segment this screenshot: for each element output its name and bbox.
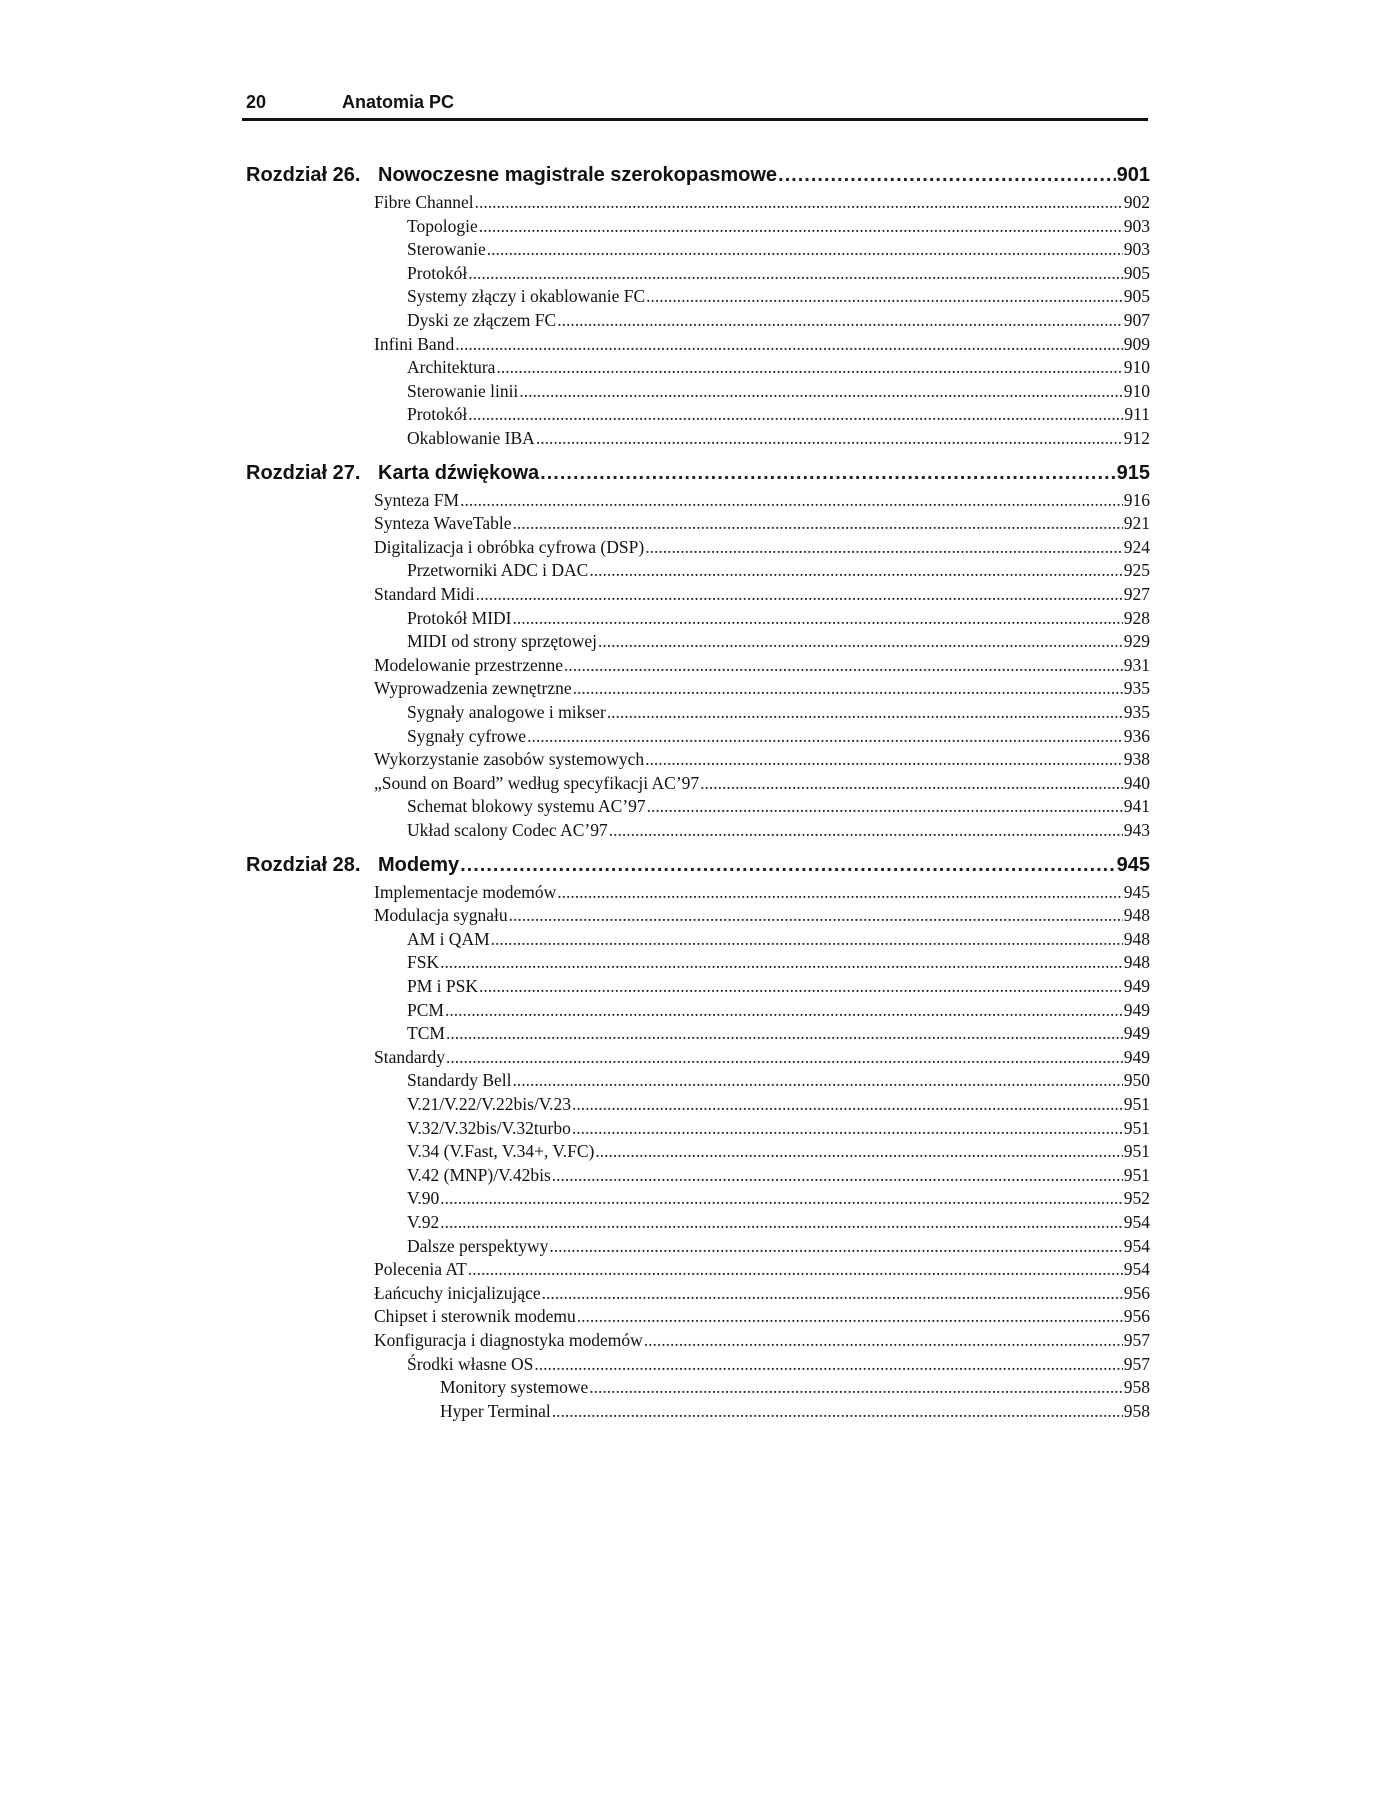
- page-ref: 915: [1116, 461, 1150, 484]
- page-ref: 951: [1123, 1164, 1150, 1185]
- entry-title: Synteza WaveTable: [374, 513, 512, 534]
- page-ref: 938: [1123, 749, 1150, 770]
- entry-title: Topologie: [407, 215, 478, 236]
- page-ref: 916: [1123, 489, 1150, 510]
- entry-title: Protokół: [407, 262, 468, 283]
- page-ref: 949: [1123, 1023, 1150, 1044]
- page-ref: 958: [1123, 1400, 1150, 1421]
- entry-title: Dyski ze złączem FC: [407, 310, 557, 330]
- toc-entry: [374, 1306, 1150, 1327]
- page-ref: 936: [1123, 725, 1150, 746]
- toc-entry: [407, 1354, 1150, 1375]
- page-ref: 935: [1123, 702, 1150, 722]
- toc-entry: [407, 357, 1150, 378]
- dot-leader: [455, 334, 1123, 355]
- dot-leader: [491, 929, 1123, 950]
- page-ref: 956: [1123, 1282, 1150, 1303]
- toc-entry: [407, 820, 1150, 841]
- dot-leader: [700, 773, 1123, 794]
- entry-title: Systemy złączy i okablowanie FC: [407, 286, 646, 307]
- page-ref: 903: [1123, 239, 1150, 260]
- toc-entry: [407, 631, 1150, 652]
- toc-entry: [407, 560, 1150, 581]
- dot-leader: [468, 404, 1123, 425]
- entry-title: Protokół MIDI: [407, 607, 512, 628]
- page-ref: 902: [1123, 192, 1150, 212]
- entry-title: V.34 (V.Fast, V.34+, V.FC): [407, 1141, 595, 1162]
- entry-title: Konfiguracja i diagnostyka modemów: [374, 1330, 643, 1350]
- page-ref: 921: [1123, 513, 1150, 534]
- page-ref: 950: [1123, 1070, 1150, 1091]
- entry-title: MIDI od strony sprzętowej: [407, 631, 598, 652]
- page-ref: 954: [1123, 1212, 1150, 1232]
- page-ref: 956: [1123, 1306, 1150, 1327]
- entry-title: Łańcuchy inicjalizujące: [374, 1282, 541, 1303]
- toc-entry: [374, 1330, 1150, 1351]
- dot-leader: [536, 428, 1123, 449]
- page-ref: 924: [1123, 536, 1150, 557]
- dot-leader: [468, 1259, 1123, 1280]
- toc-entry: [407, 428, 1150, 449]
- entry-title: Standardy Bell: [407, 1070, 512, 1091]
- dot-leader: [573, 678, 1123, 699]
- dot-leader: [572, 1118, 1123, 1139]
- entry-title: Protokół: [407, 404, 468, 425]
- toc-entry: [407, 1141, 1150, 1162]
- page-ref: 954: [1123, 1235, 1150, 1256]
- dot-leader: [572, 1094, 1123, 1115]
- entry-title: Modulacja sygnału: [374, 905, 508, 926]
- page-ref: 940: [1123, 772, 1150, 793]
- running-title: Anatomia PC: [342, 92, 455, 112]
- toc-entry: [407, 286, 1150, 307]
- page-ref: 905: [1123, 286, 1150, 307]
- page-ref: 941: [1123, 796, 1150, 817]
- page-ref: 903: [1123, 215, 1150, 236]
- entry-title: Sygnały analogowe i mikser: [407, 702, 606, 722]
- entry-title: Hyper Terminal: [440, 1400, 551, 1421]
- dot-leader: [577, 1306, 1123, 1327]
- page-ref: 945: [1123, 881, 1150, 902]
- dot-leader: [468, 263, 1122, 284]
- dot-leader: [440, 1188, 1122, 1209]
- dot-leader: [589, 560, 1122, 581]
- toc-entry: [374, 537, 1150, 558]
- toc-chapter: [246, 854, 1150, 877]
- toc-entry: [407, 1188, 1150, 1209]
- dot-leader: [646, 286, 1123, 307]
- chapter-number: Rozdział 27.: [246, 461, 361, 484]
- page-ref: 929: [1123, 631, 1150, 652]
- entry-title: FSK: [407, 952, 440, 973]
- page-ref: 952: [1123, 1188, 1150, 1209]
- entry-title: Schemat blokowy systemu AC’97: [407, 796, 646, 817]
- page-ref: 943: [1123, 820, 1150, 840]
- page-ref: 948: [1123, 928, 1150, 949]
- dot-leader: [440, 952, 1123, 973]
- entry-title: Fibre Channel: [374, 192, 474, 212]
- page-ref: 957: [1123, 1353, 1150, 1374]
- entry-title: V.92: [407, 1212, 440, 1232]
- entry-title: Wyprowadzenia zewnętrzne: [374, 678, 572, 699]
- toc-entry: [407, 1023, 1150, 1044]
- dot-leader: [607, 702, 1123, 723]
- dot-leader: [476, 584, 1123, 605]
- toc-entry: [407, 726, 1150, 747]
- toc-entry: [407, 1094, 1150, 1115]
- toc-entry: [407, 263, 1150, 284]
- chapter-title: Nowoczesne magistrale szerokopasmowe: [378, 164, 778, 186]
- dot-leader: [460, 854, 1116, 877]
- entry-title: Synteza FM: [374, 489, 460, 510]
- entry-title: V.90: [407, 1188, 440, 1209]
- page-ref: 949: [1123, 1046, 1150, 1067]
- chapter-title: Karta dźwiękowa: [378, 461, 540, 484]
- toc-entry: [374, 905, 1150, 926]
- page-ref: 911: [1124, 404, 1150, 425]
- dot-leader: [534, 1354, 1122, 1375]
- toc-entry: [440, 1401, 1150, 1422]
- toc-entry: [407, 952, 1150, 973]
- dot-leader: [475, 192, 1123, 213]
- page-ref: 912: [1123, 428, 1150, 448]
- entry-title: Monitory systemowe: [440, 1377, 589, 1398]
- toc-entry: [407, 1212, 1150, 1233]
- page-ref: 910: [1123, 380, 1150, 401]
- page-ref: 949: [1123, 999, 1150, 1020]
- dot-leader: [496, 357, 1122, 378]
- entry-title: Chipset i sterownik modemu: [374, 1306, 576, 1327]
- entry-title: Implementacje modemów: [374, 881, 557, 902]
- page-number: 20: [246, 92, 267, 112]
- dot-leader: [460, 490, 1123, 511]
- dot-leader: [549, 1236, 1122, 1257]
- dot-leader: [509, 905, 1123, 926]
- entry-title: PCM: [407, 999, 444, 1020]
- chapter-number: Rozdział 26.: [246, 164, 361, 186]
- toc-entry: [374, 1047, 1150, 1068]
- page-ref: 948: [1123, 952, 1150, 973]
- toc-entry: [407, 216, 1150, 237]
- page-ref: 925: [1123, 560, 1150, 581]
- toc-chapter: [246, 462, 1150, 485]
- entry-title: Sygnały cyfrowe: [407, 725, 527, 746]
- dot-leader: [645, 537, 1123, 558]
- dot-leader: [487, 239, 1123, 260]
- dot-leader: [479, 216, 1123, 237]
- dot-leader: [645, 749, 1123, 770]
- dot-leader: [609, 820, 1123, 841]
- chapter-title: Modemy: [378, 853, 460, 876]
- dot-leader: [513, 608, 1123, 629]
- dot-leader: [519, 381, 1122, 402]
- dot-leader: [598, 631, 1123, 652]
- dot-leader: [445, 1000, 1123, 1021]
- entry-title: Wykorzystanie zasobów systemowych: [374, 749, 645, 770]
- dot-leader: [557, 882, 1123, 903]
- entry-title: Modelowanie przestrzenne: [374, 654, 564, 675]
- page-ref: 905: [1123, 262, 1150, 283]
- entry-title: Standardy: [374, 1046, 445, 1067]
- toc-entry: [407, 1070, 1150, 1091]
- entry-title: Digitalizacja i obróbka cyfrowa (DSP): [374, 536, 645, 557]
- dot-leader: [479, 976, 1123, 997]
- page-ref: 909: [1123, 333, 1150, 354]
- entry-title: Polecenia AT: [374, 1259, 467, 1280]
- page-ref: 928: [1123, 607, 1150, 628]
- dot-leader: [542, 1283, 1123, 1304]
- entry-title: Układ scalony Codec AC’97: [407, 820, 608, 840]
- toc-entry: [374, 655, 1150, 676]
- toc-entry: [374, 749, 1150, 770]
- entry-title: Okablowanie IBA: [407, 428, 535, 448]
- page-ref: 951: [1123, 1094, 1150, 1114]
- toc-entry: [407, 1118, 1150, 1139]
- toc-entry: [374, 1259, 1150, 1280]
- page-ref: 958: [1123, 1377, 1150, 1398]
- entry-title: AM i QAM: [407, 928, 490, 949]
- entry-title: Standard Midi: [374, 584, 475, 604]
- toc-entry: [407, 702, 1150, 723]
- dot-leader: [557, 310, 1123, 331]
- dot-leader: [446, 1047, 1123, 1068]
- page-ref: 951: [1123, 1117, 1150, 1138]
- entry-title: V.21/V.22/V.22bis/V.23: [407, 1094, 572, 1114]
- entry-title: V.32/V.32bis/V.32turbo: [407, 1117, 571, 1138]
- toc-entry: [374, 334, 1150, 355]
- entry-title: „Sound on Board” według specyfikacji AC’97: [374, 772, 700, 793]
- entry-title: Środki własne OS: [407, 1353, 534, 1374]
- page-ref: 954: [1123, 1259, 1150, 1280]
- page-ref: 927: [1123, 584, 1150, 604]
- toc-entry: [407, 239, 1150, 260]
- dot-leader: [644, 1330, 1123, 1351]
- page-ref: 949: [1123, 976, 1150, 996]
- toc-entry: [374, 882, 1150, 903]
- dot-leader: [647, 796, 1123, 817]
- toc-entry: [374, 773, 1150, 794]
- toc-entry: [407, 1165, 1150, 1186]
- page-ref: 957: [1123, 1330, 1150, 1350]
- page-ref: 935: [1123, 678, 1150, 699]
- dot-leader: [527, 726, 1123, 747]
- toc-entry: [407, 608, 1150, 629]
- dot-leader: [589, 1377, 1122, 1398]
- toc-entry: [374, 678, 1150, 699]
- toc-chapter: [246, 164, 1150, 187]
- entry-title: TCM: [407, 1023, 445, 1044]
- entry-title: Infini Band: [374, 333, 455, 354]
- toc-entry: [374, 490, 1150, 511]
- toc-entry: [407, 976, 1150, 997]
- page-ref: 945: [1116, 853, 1150, 876]
- entry-title: Przetworniki ADC i DAC: [407, 560, 589, 581]
- dot-leader: [552, 1401, 1123, 1422]
- dot-leader: [564, 655, 1123, 676]
- dot-leader: [552, 1165, 1123, 1186]
- toc-entry: [407, 1000, 1150, 1021]
- entry-title: Sterowanie linii: [407, 380, 519, 401]
- dot-leader: [513, 1070, 1123, 1091]
- page-ref: 948: [1123, 905, 1150, 926]
- dot-leader: [540, 462, 1115, 485]
- dot-leader: [778, 164, 1116, 187]
- entry-title: PM i PSK: [407, 976, 479, 996]
- toc-entry: [407, 929, 1150, 950]
- toc-entry: [374, 584, 1150, 605]
- toc-entry: [407, 404, 1150, 425]
- entry-title: Sterowanie: [407, 239, 486, 260]
- entry-title: Dalsze perspektywy: [407, 1235, 549, 1256]
- toc-entry: [407, 796, 1150, 817]
- dot-leader: [512, 513, 1122, 534]
- dot-leader: [440, 1212, 1122, 1233]
- page-ref: 951: [1123, 1141, 1150, 1162]
- toc-entry: [407, 1236, 1150, 1257]
- toc-entry: [374, 1283, 1150, 1304]
- entry-title: Architektura: [407, 357, 496, 378]
- toc-entry: [374, 513, 1150, 534]
- dot-leader: [446, 1023, 1123, 1044]
- toc-entry: [440, 1377, 1150, 1398]
- page-ref: 901: [1116, 164, 1150, 186]
- entry-title: V.42 (MNP)/V.42bis: [407, 1164, 551, 1185]
- page-ref: 910: [1123, 357, 1150, 378]
- page-ref: 931: [1123, 654, 1150, 675]
- page-ref: 907: [1123, 310, 1150, 330]
- toc-entry: [407, 381, 1150, 402]
- chapter-number: Rozdział 28.: [246, 853, 361, 876]
- dot-leader: [595, 1141, 1122, 1162]
- toc-entry: [407, 310, 1150, 331]
- toc-entry: [374, 192, 1150, 213]
